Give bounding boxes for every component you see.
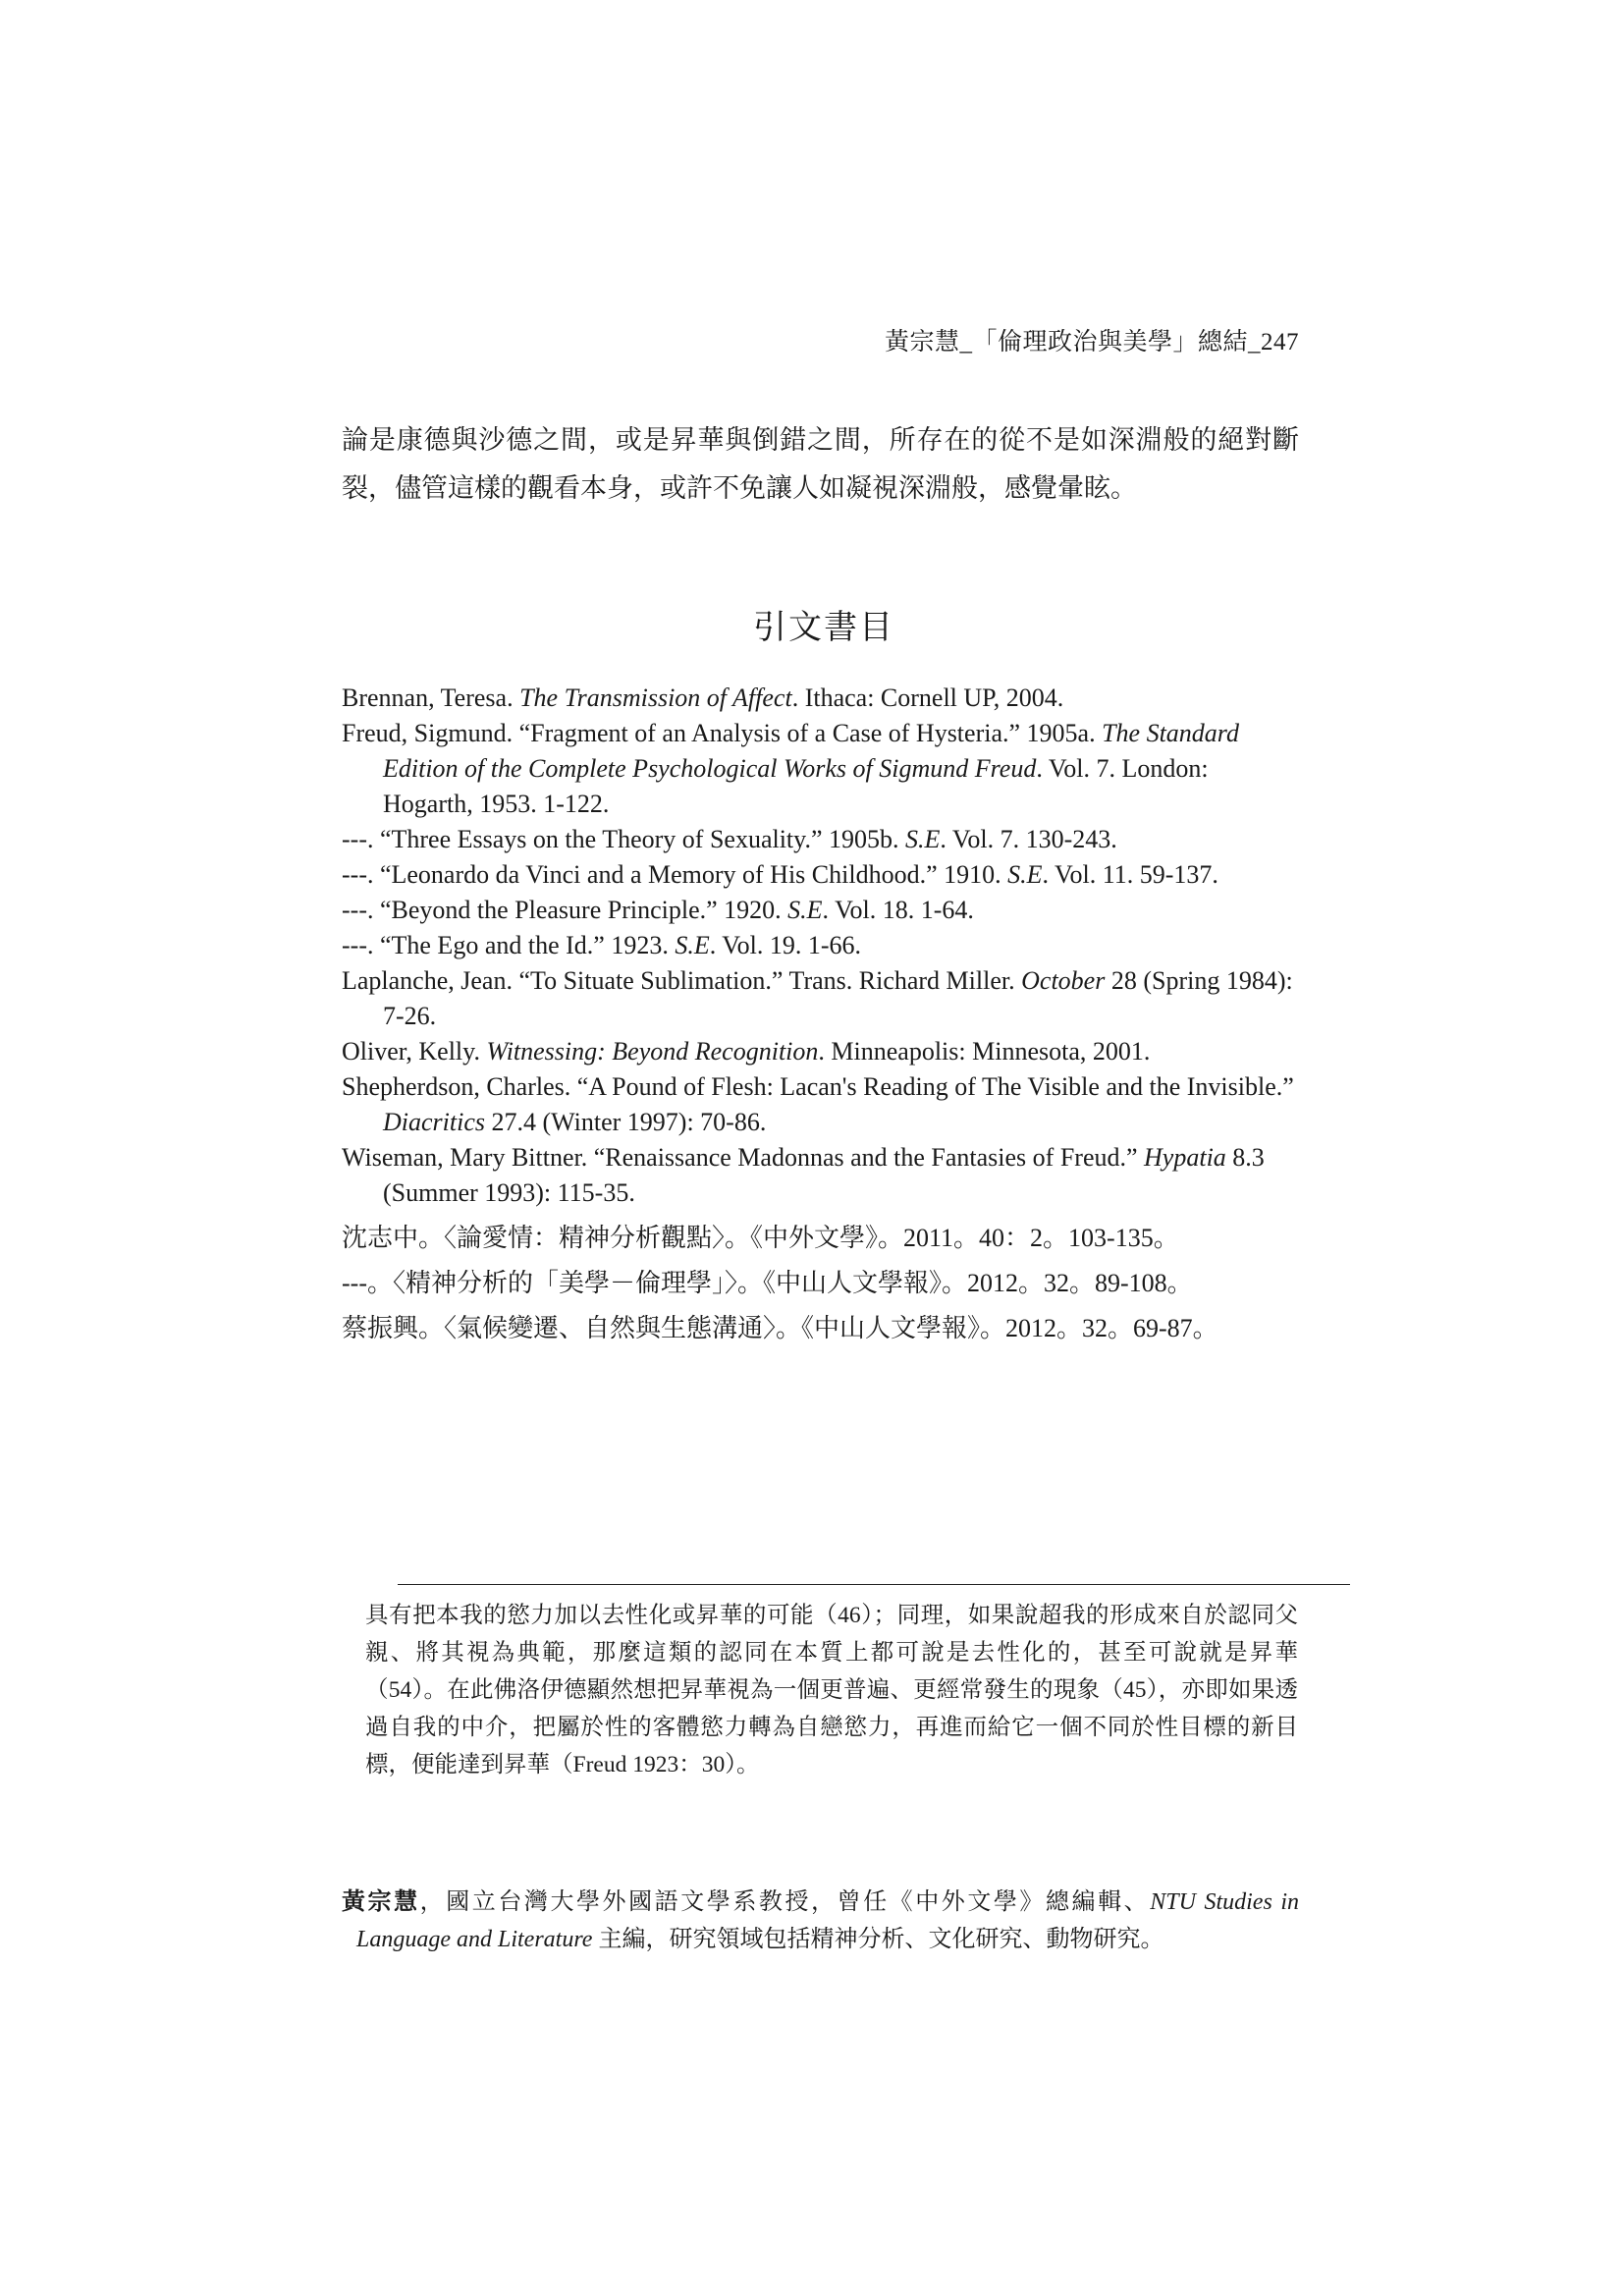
bibliography-list [342,681,1299,1351]
entry-text: ---。〈精神分析的「美學－倫理學」〉。《中山人文學報》。2012。32。89-108。 [342,1269,1193,1297]
footnote-text: 具有把本我的慾力加以去性化或昇華的可能（46）；同理，如果說超我的形成來自於認同父親、將其視為典範，那麼這類的認同在本質上都可說是去性化的，甚至可說就是昇華（54）。在此佛洛伊德顯然想把昇華視為一個更普遍、更經常發生的現象（45），亦即如果透過自我的中介，把屬於性的客體慾力轉為自戀慾力，再進而給它一個不同於性目標的新目標，便能達到昇華（Freud 1923：30）。 [365,1603,1298,1777]
section-title: 引文書目 [753,610,894,646]
bibliography-entry [342,963,1299,1034]
entry-text: ---. “Leonardo da Vinci and a Memory of His Childhood.” 1910. [342,860,1008,889]
entry-italic-title: Witnessing: Beyond Recognition [486,1037,819,1066]
author-note-text-2: 主編，研究領域包括精神分析、文化研究、動物研究。 [592,1927,1164,1952]
entry-italic-title: S.E [1007,860,1043,889]
bibliography-entry [342,1140,1299,1211]
footnote-divider [398,1584,1350,1585]
entry-text: 27.4 (Winter 1997): 70-86. [485,1108,767,1136]
bibliography-entry [342,1034,1299,1069]
bibliography-entry [342,1069,1299,1140]
entry-italic-title: The Standard Edition of the Complete Psychological Works of Sigmund Freud [383,719,1239,783]
bibliography-entry [342,1216,1299,1261]
entry-text: ---. “The Ego and the Id.” 1923. [342,931,676,959]
author-note-text-1: ，國立台灣大學外國語文學系教授，曾任《中外文學》總編輯、 [419,1889,1151,1915]
entry-italic-title: S.E [905,825,941,853]
entry-italic-title: The Transmission of Affect [519,683,792,712]
entry-italic-title: S.E [675,931,710,959]
bibliography-entry [342,857,1299,893]
entry-italic-title: Hypatia [1144,1143,1226,1172]
entry-text: . Vol. 11. 59-137. [1042,860,1218,889]
running-head: 黃宗慧_「倫理政治與美學」總結_247 [884,329,1299,355]
entry-italic-title: October [1021,966,1106,995]
entry-text: Brennan, Teresa. [342,683,520,712]
entry-text: . Minneapolis: Minnesota, 2001. [818,1037,1151,1066]
entry-italic-title: S.E [787,896,823,924]
bibliography-entry [342,893,1299,928]
entry-text: Wiseman, Mary Bittner. “Renaissance Madonnas and the Fantasies of Freud.” [342,1143,1145,1172]
entry-text: . Vol. 7. 130-243. [940,825,1117,853]
body-text [342,416,1299,513]
entry-text: Freud, Sigmund. “Fragment of an Analysis of a Case of Hysteria.” 1905a. [342,719,1103,747]
bibliography-entry [342,1261,1299,1306]
entry-text: . Vol. 7. London: Hogarth, 1953. 1-122. [383,754,1209,818]
entry-text: ---. “Beyond the Pleasure Principle.” 1920. [342,896,788,924]
entry-text: Laplanche, Jean. “To Situate Sublimation.” Trans. Richard Miller. [342,966,1022,995]
entry-text: . Ithaca: Cornell UP, 2004. [791,683,1064,712]
author-note-paragraph [342,1884,1299,1958]
bibliography-entry [342,822,1299,857]
entry-italic-title: Diacritics [383,1108,485,1136]
author-name: 黃宗慧 [342,1889,420,1915]
bibliography-entry [342,681,1299,716]
bibliography-entry [342,1306,1299,1351]
body-paragraph: 論是康德與沙德之間，或是昇華與倒錯之間，所存在的從不是如深淵般的絕對斷裂，儘管這樣的觀看本身，或許不免讓人如凝視深淵般，感覺暈眩。 [342,425,1299,503]
entry-text: Shepherdson, Charles. “A Pound of Flesh: Lacan's Reading of The Visible and the Invisible.” [342,1072,1294,1101]
bibliography-entry [342,716,1299,822]
entry-text: 8.3 (Summer 1993): 115-35. [383,1143,1265,1207]
entry-text: . Vol. 19. 1-66. [709,931,862,959]
entry-text: 沈志中。〈論愛情：精神分析觀點〉。《中外文學》。2011。40：2。103-135。 [342,1224,1179,1252]
entry-text: Oliver, Kelly. [342,1037,487,1066]
author-note-journal: NTU Studies in Language and Literature [356,1889,1300,1952]
entry-text: ---. “Three Essays on the Theory of Sexuality.” 1905b. [342,825,906,853]
entry-text: 蔡振興。〈氣候變遷、自然與生態溝通〉。《中山人文學報》。2012。32。69-87。 [342,1314,1218,1342]
footnote [365,1597,1298,1783]
bibliography-entry [342,928,1299,963]
entry-text: . Vol. 18. 1-64. [822,896,974,924]
author-note [342,1884,1299,1958]
entry-text: 28 (Spring 1984): 7-26. [383,966,1293,1030]
